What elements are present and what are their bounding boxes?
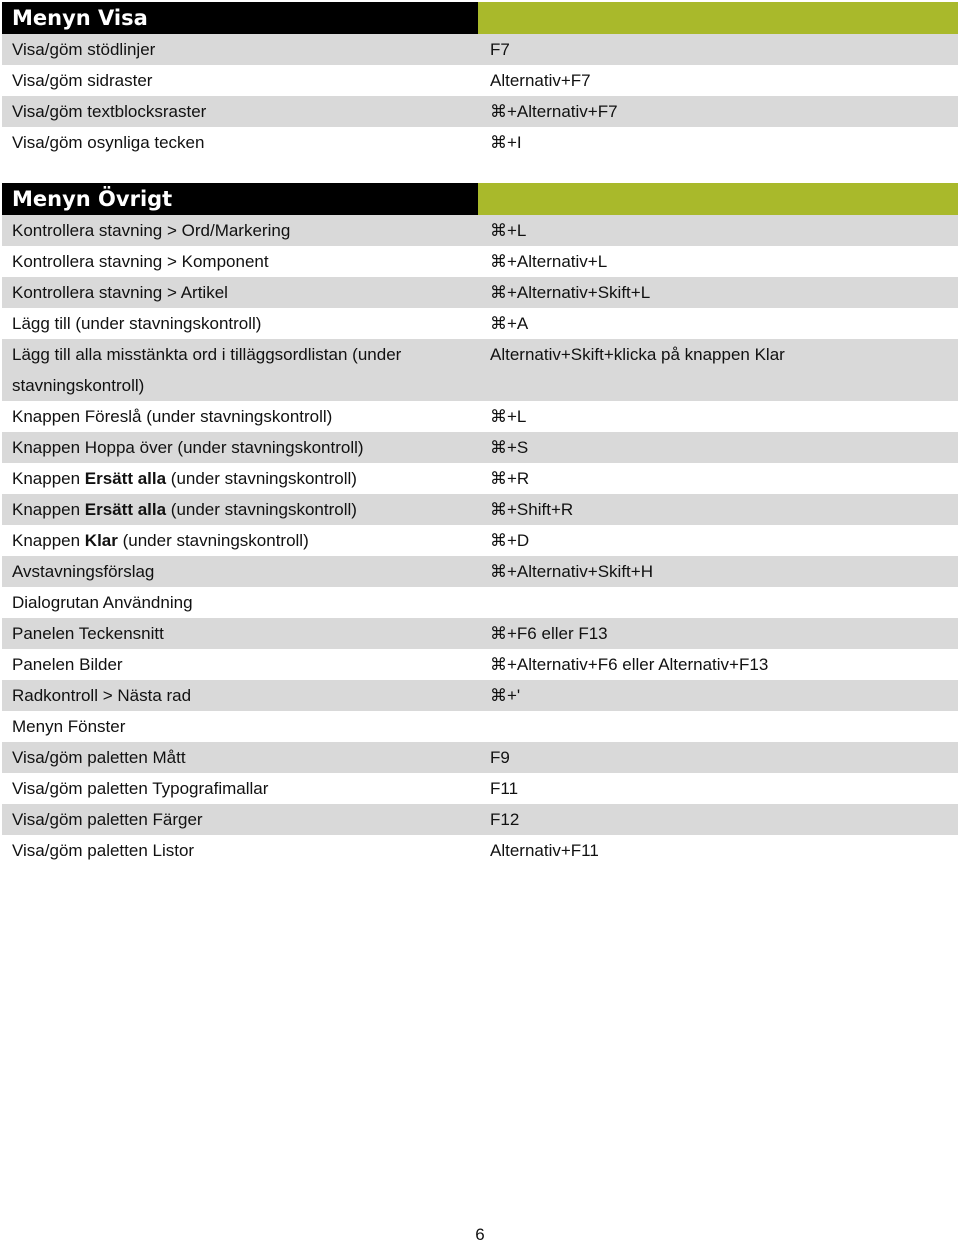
table-row <box>2 680 958 711</box>
table-row <box>2 308 958 339</box>
shortcut-value: ⌘+' <box>490 686 521 705</box>
command-label-prefix: Knappen <box>12 469 85 488</box>
table-row <box>2 34 958 65</box>
section-menyn-ovrigt <box>2 183 958 866</box>
table-row <box>2 525 958 556</box>
table-row <box>2 773 958 804</box>
shortcut-value: F12 <box>490 810 520 829</box>
command-label: Menyn Fönster <box>12 717 126 736</box>
command-label: Kontrollera stavning > Artikel <box>12 283 228 302</box>
shortcut-value: ⌘+Alternativ+Skift+H <box>490 562 653 581</box>
table-row <box>2 711 958 742</box>
table-row <box>2 835 958 866</box>
shortcut-value: ⌘+A <box>490 314 529 333</box>
command-label-prefix: Knappen <box>12 531 85 550</box>
table-row <box>2 401 958 432</box>
shortcut-value: ⌘+S <box>490 438 529 457</box>
shortcut-value: ⌘+L <box>490 407 527 426</box>
command-label-prefix: Knappen <box>12 500 85 519</box>
shortcut-value: F11 <box>490 779 519 798</box>
table-row <box>2 277 958 308</box>
shortcut-value: Alternativ+F7 <box>490 71 591 90</box>
table-row <box>2 804 958 835</box>
table-row <box>2 246 958 277</box>
command-label: Dialogrutan Användning <box>12 593 193 612</box>
command-label-bold: Klar <box>84 531 118 550</box>
command-label-suffix: (under stavningskontroll) <box>117 531 309 550</box>
section-header <box>2 183 958 215</box>
section-title: Menyn Övrigt <box>2 183 478 215</box>
shortcut-value: ⌘+L <box>490 221 527 240</box>
shortcut-value: ⌘+Alternativ+L <box>490 252 608 271</box>
command-label: Visa/göm paletten Färger <box>12 810 203 829</box>
table-row <box>2 339 958 401</box>
command-label-bold: Ersätt alla <box>84 469 167 488</box>
command-label: Knappen Föreslå (under stavningskontroll) <box>12 407 333 426</box>
section-header <box>2 2 958 34</box>
shortcut-value: ⌘+R <box>490 469 530 488</box>
command-label: Avstavningsförslag <box>12 562 155 581</box>
command-label <box>2 525 480 556</box>
shortcut-value: ⌘+Alternativ+F7 <box>490 102 618 121</box>
command-label: Panelen Teckensnitt <box>12 624 164 643</box>
command-label: Visa/göm paletten Typografimallar <box>12 779 269 798</box>
command-label: Kontrollera stavning > Komponent <box>12 252 269 271</box>
table-row <box>2 587 958 618</box>
shortcut-value: ⌘+Shift+R <box>490 500 574 519</box>
command-label-suffix: (under stavningskontroll) <box>166 469 357 488</box>
command-label: Visa/göm stödlinjer <box>12 40 156 59</box>
shortcut-value: ⌘+D <box>490 531 530 550</box>
shortcut-value: ⌘+Alternativ+F6 eller Alternativ+F13 <box>490 655 769 674</box>
command-label: Lägg till (under stavningskontroll) <box>12 314 262 333</box>
command-label-suffix: (under stavningskontroll) <box>166 500 357 519</box>
command-label: Knappen Hoppa över (under stavningskontroll) <box>12 438 364 457</box>
command-label: Kontrollera stavning > Ord/Markering <box>12 221 291 240</box>
command-label: Visa/göm textblocksraster <box>12 102 207 121</box>
table-row <box>2 618 958 649</box>
command-label <box>2 494 480 525</box>
command-label: Panelen Bilder <box>12 655 123 674</box>
shortcut-value: ⌘+Alternativ+Skift+L <box>490 283 651 302</box>
shortcut-value: ⌘+I <box>490 133 522 152</box>
command-label: Radkontroll > Nästa rad <box>12 686 192 705</box>
shortcut-value: ⌘+F6 eller F13 <box>490 624 608 643</box>
table-row <box>2 494 958 525</box>
table-row <box>2 432 958 463</box>
command-label: Visa/göm paletten Listor <box>12 841 195 860</box>
section-header-accent <box>478 2 958 34</box>
table-row <box>2 127 958 158</box>
table-row <box>2 556 958 587</box>
shortcut-value <box>480 587 958 618</box>
section-header-accent <box>478 183 958 215</box>
command-label: Visa/göm paletten Mått <box>12 748 186 767</box>
command-label-bold: Ersätt alla <box>84 500 167 519</box>
shortcut-value <box>480 711 958 742</box>
command-label: Lägg till alla misstänkta ord i tilläggsordlistan (under stavningskontroll) <box>12 345 402 395</box>
shortcut-value: F7 <box>490 40 510 59</box>
shortcut-value: Alternativ+Skift+klicka på knappen Klar <box>490 345 785 364</box>
table-row <box>2 215 958 246</box>
section-menyn-visa <box>2 2 958 158</box>
table-row <box>2 742 958 773</box>
command-label: Visa/göm osynliga tecken <box>12 133 205 152</box>
table-row <box>2 65 958 96</box>
shortcut-value: F9 <box>490 748 510 767</box>
section-title: Menyn Visa <box>2 2 478 34</box>
table-row <box>2 96 958 127</box>
command-label: Visa/göm sidraster <box>12 71 153 90</box>
table-row <box>2 463 958 494</box>
shortcut-value: Alternativ+F11 <box>490 841 599 860</box>
command-label <box>2 463 480 494</box>
page-number: 6 <box>475 1225 485 1244</box>
table-row <box>2 649 958 680</box>
